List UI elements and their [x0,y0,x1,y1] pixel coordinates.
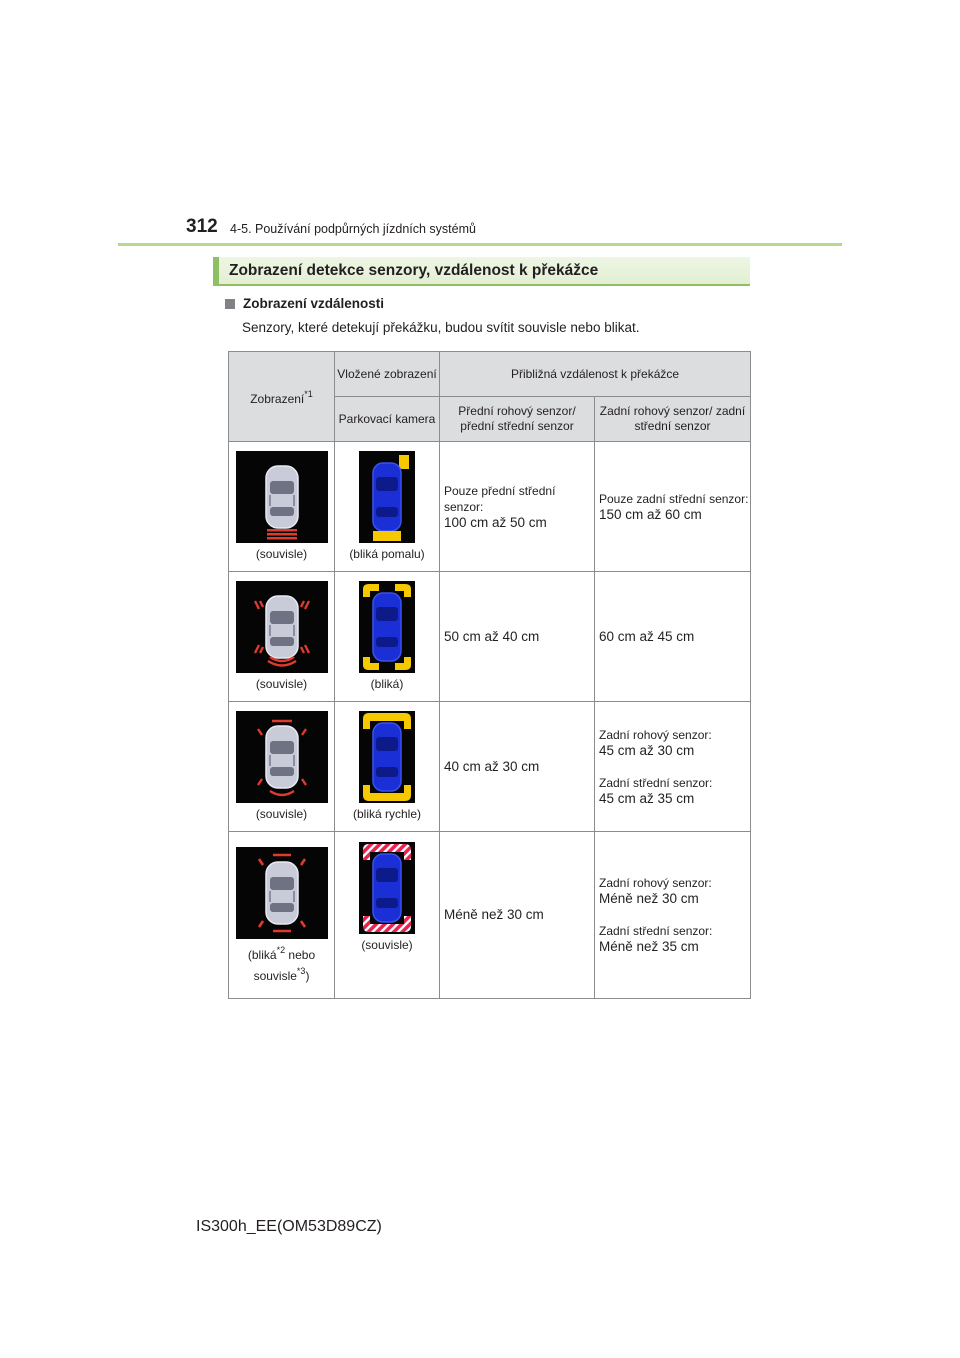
header-rule [118,243,842,246]
rear-distance-cell: Zadní rohový senzor: 45 cm až 30 cm Zadní střední senzor: 45 cm až 35 cm [595,702,751,832]
header-rear-sensor: Zadní rohový senzor/ zadní střední senzor [595,397,751,442]
rear-distance-cell: Pouze zadní střední senzor: 150 cm až 60 cm [595,442,751,572]
camera-cell [335,702,440,832]
header-display: Zobrazení$^{*1}$ [229,352,335,442]
footnote-ref: *1 [304,388,313,399]
camera-cell [335,572,440,702]
rear-distance-cell: 60 cm až 45 cm [595,572,751,702]
sensor-display-icon [236,581,328,673]
sensor-display-icon [236,451,328,543]
display-cell [229,572,335,702]
subsection-heading-text: Zobrazení vzdálenosti [243,296,385,311]
table-row [229,572,751,702]
display-caption: (souvisle) [255,677,308,691]
front-distance-cell: 40 cm až 30 cm [440,702,595,832]
section-title: Zobrazení detekce senzory, vzdálenost k překážce [229,262,599,279]
rear-distance-cell: Zadní rohový senzor: Méně než 30 cm Zadní střední senzor: Méně než 35 cm [595,832,751,999]
front-distance-cell: Pouze přední střední senzor: 100 cm až 50 cm [440,442,595,572]
display-cell [229,832,335,999]
model-code-footer: IS300h_EE(OM53D89CZ) [196,1218,382,1235]
table-row [229,702,751,832]
camera-caption: (bliká pomalu) [349,547,425,561]
sensor-display-icon [236,847,328,939]
intro-text: Senzory, které detekují překážku, budou svítit souvisle nebo blikat. [242,320,640,335]
camera-cell [335,832,440,999]
page-number: 312 [186,216,218,237]
front-distance-cell: 50 cm až 40 cm [440,572,595,702]
display-cell [229,442,335,572]
camera-cell [335,442,440,572]
camera-caption: (bliká rychle) [352,807,421,821]
section-heading-bar [213,257,750,286]
parking-camera-icon [359,842,415,934]
display-caption: (souvisle) [255,547,308,561]
header-front-sensor: Přední rohový senzor/ přední střední senzor [440,397,595,442]
header-parking-camera: Parkovací kamera [335,397,440,442]
table-row [229,832,751,999]
header-approx-distance: Přibližná vzdálenost k překážce [440,352,751,397]
header-inset: Vložené zobrazení [335,352,440,397]
table-row [229,442,751,572]
parking-camera-icon [359,581,415,673]
distance-table [228,351,751,999]
display-caption: (bliká$^{*2}$ nebo souvisle$^{*3}$) [247,944,316,983]
display-caption: (souvisle) [255,807,308,821]
camera-caption: (bliká) [370,677,404,691]
camera-caption: (souvisle) [361,938,413,952]
parking-camera-icon [359,451,415,543]
subsection-heading [225,296,384,311]
sensor-display-icon [236,711,328,803]
display-cell [229,702,335,832]
square-bullet-icon [225,299,235,309]
front-distance-cell: Méně než 30 cm [440,832,595,999]
parking-camera-icon [359,711,415,803]
chapter-title: 4-5. Používání podpůrných jízdních systémů [230,222,476,236]
